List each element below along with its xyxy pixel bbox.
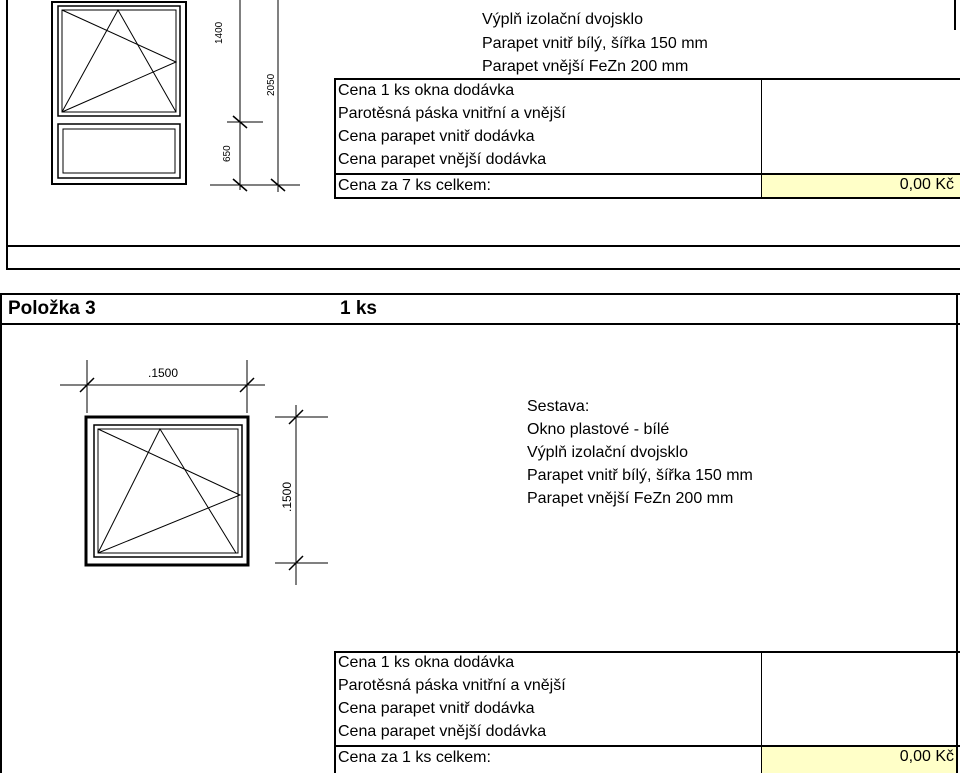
total-value: 0,00 Kč (899, 748, 954, 765)
table-left-line (334, 651, 336, 773)
dim-label-650: 650 (222, 145, 233, 162)
left-border (6, 0, 8, 247)
spec-line: Parapet vnější FeZn 200 mm (482, 58, 689, 75)
spec-line: Parapet vnitř bílý, šířka 150 mm (527, 467, 753, 484)
total-value: 0,00 Kč (899, 176, 954, 193)
dim-label-width: .1500 (148, 366, 179, 380)
dim-label-1400: 1400 (214, 21, 225, 44)
total-label: Cena za 7 ks celkem: (338, 177, 491, 194)
spec-line: Parapet vnější FeZn 200 mm (527, 490, 734, 507)
price-row-label: Cena parapet vnitř dodávka (338, 700, 535, 717)
spec-line: Výplň izolační dvojsklo (527, 444, 688, 461)
dim-label-height: .1500 (280, 481, 294, 512)
spec-line: Sestava: (527, 398, 590, 415)
window-drawing-top (50, 0, 190, 190)
table-left-line (334, 78, 336, 198)
price-row-label: Cena 1 ks okna dodávka (338, 82, 515, 99)
item-header-top (0, 293, 960, 295)
price-row-label: Cena parapet vnější dodávka (338, 723, 547, 740)
item-qty: 1 ks (340, 298, 377, 319)
spec-line: Okno plastové - bílé (527, 421, 670, 438)
separator-left (6, 245, 8, 270)
price-row-label: Cena parapet vnější dodávka (338, 151, 547, 168)
spec-line: Výplň izolační dvojsklo (482, 11, 643, 28)
item-header-bottom (0, 323, 960, 325)
right-border-top (954, 0, 956, 30)
table-bottom-line (334, 197, 960, 199)
total-label: Cena za 1 ks celkem: (338, 749, 491, 766)
dim-label-2050: 2050 (266, 73, 277, 96)
price-row-label: Parotěsná páska vnitřní a vnější (338, 105, 566, 122)
block-separator-top (6, 245, 960, 247)
window-drawing-item3 (60, 355, 330, 585)
item-title: Položka 3 (8, 298, 96, 319)
block-separator-bottom (6, 268, 960, 270)
price-row-label: Parotěsná páska vnitřní a vnější (338, 677, 566, 694)
price-row-label: Cena parapet vnitř dodávka (338, 128, 535, 145)
item-right-border (956, 293, 958, 773)
item-left-border (0, 293, 2, 773)
price-row-label: Cena 1 ks okna dodávka (338, 654, 515, 671)
spec-line: Parapet vnitř bílý, šířka 150 mm (482, 35, 708, 52)
